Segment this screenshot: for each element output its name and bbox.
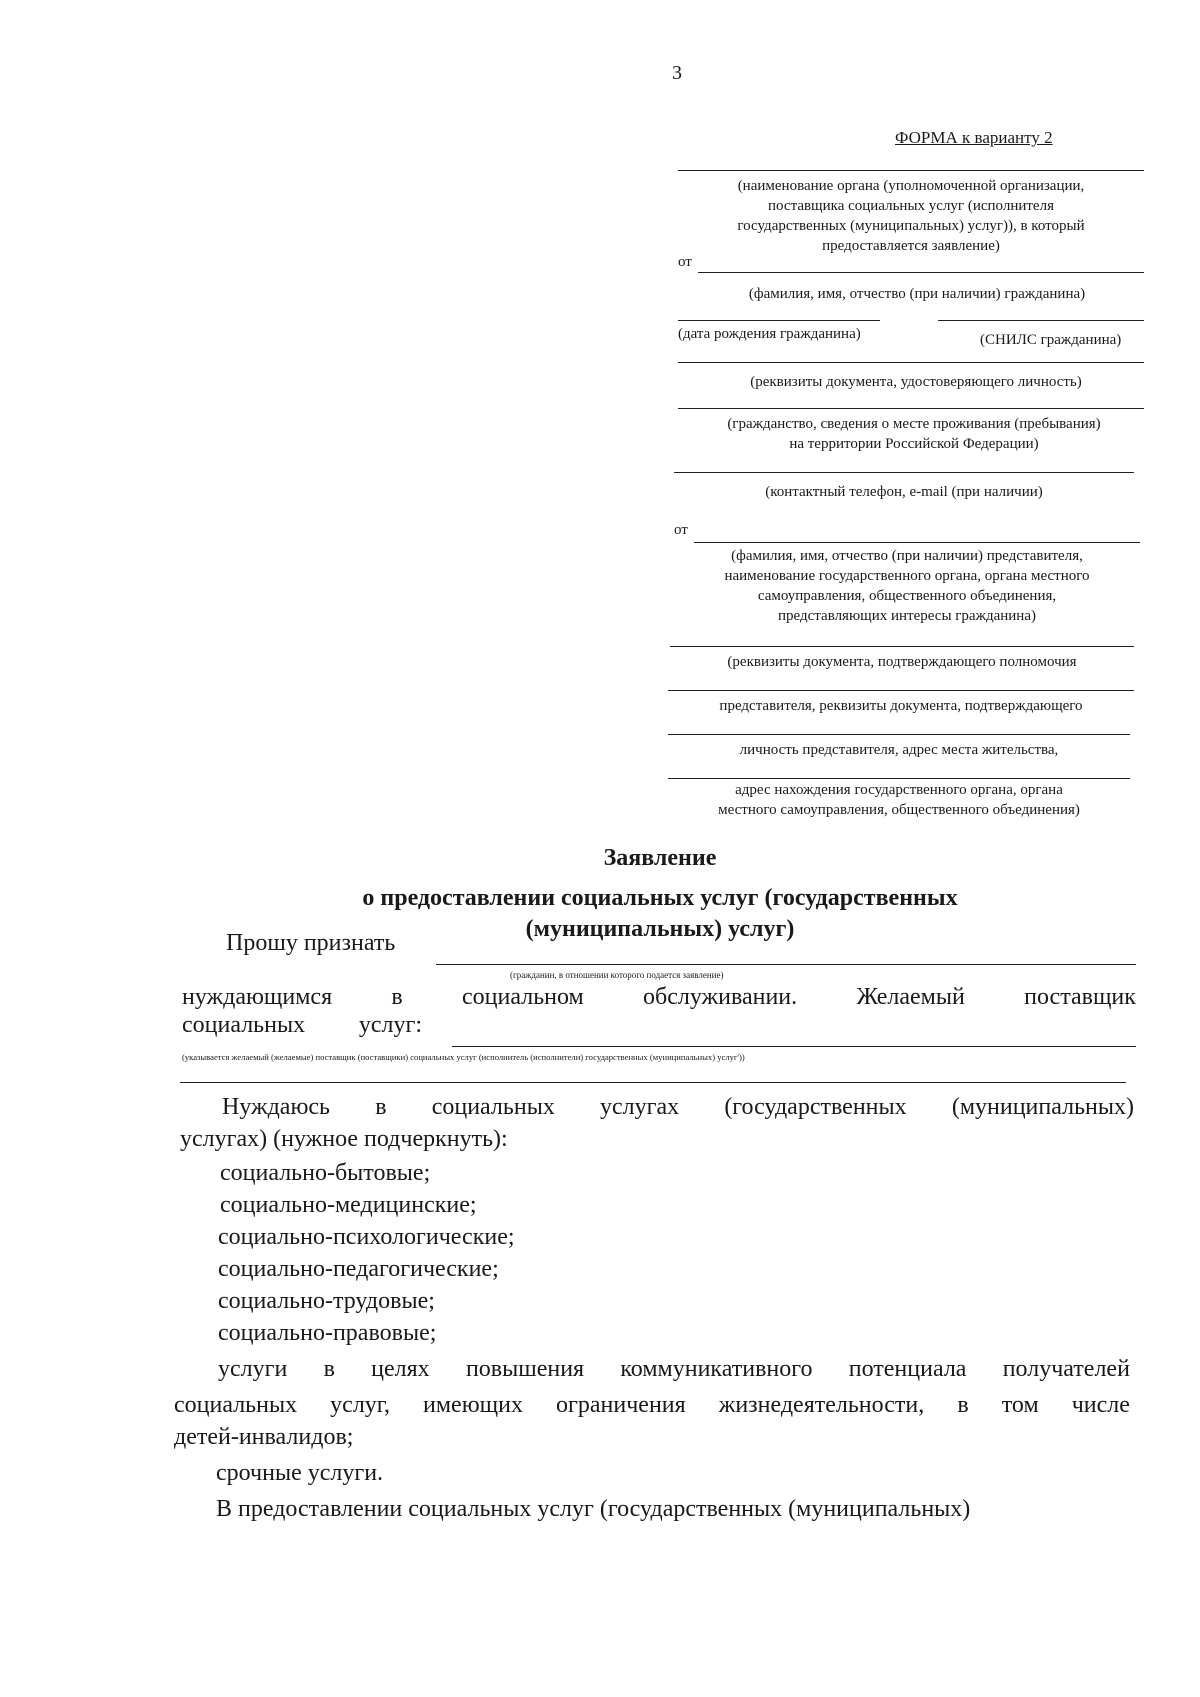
provider-field-2[interactable]	[180, 1082, 1126, 1083]
representative-field[interactable]	[694, 542, 1140, 543]
authority-field-3[interactable]	[668, 734, 1130, 735]
citizenship-caption: (гражданство, сведения о месте проживания (пребывания) на территории Российской Федерации)	[727, 416, 1101, 452]
communicative-services-line-2[interactable]: социальных услуг, имеющих ограничения жизнедеятельности, в том числе	[174, 1392, 1130, 1418]
from-label-representative: от	[674, 522, 688, 538]
authority-caption-1: (реквизиты документа, подтверждающего полномочия	[727, 654, 1077, 670]
provider-label: социальных услуг:	[182, 1012, 422, 1038]
communicative-services-line-3[interactable]: детей-инвалидов;	[174, 1424, 354, 1450]
document-title: Заявление	[603, 845, 717, 871]
request-label: Прошу признать	[226, 930, 396, 956]
authority-caption-2: представителя, реквизиты документа, подтверждающего	[719, 698, 1083, 714]
organ-caption: (наименование органа (уполномоченной организации, поставщика социальных услуг (исполнителя государственных (муниципальных) услуг)), в который предоставляется заявление)	[737, 178, 1085, 254]
authority-caption-4: адрес нахождения государственного органа, органа местного самоуправления, общественного объединения)	[718, 782, 1080, 818]
contact-field[interactable]	[674, 472, 1134, 473]
authority-caption-3: личность представителя, адрес места жительства,	[739, 742, 1059, 758]
birth-date-field[interactable]	[678, 320, 880, 321]
need-line-2: услугах) (нужное подчеркнуть):	[180, 1126, 508, 1152]
service-item[interactable]: социально-психологические;	[218, 1224, 515, 1250]
snils-field[interactable]	[938, 320, 1144, 321]
authority-field-4[interactable]	[668, 778, 1130, 779]
provider-field[interactable]	[452, 1046, 1136, 1047]
final-paragraph-line: В предоставлении социальных услуг (государственных (муниципальных)	[216, 1496, 971, 1522]
organ-name-field[interactable]	[678, 170, 1144, 171]
identity-doc-field[interactable]	[678, 362, 1144, 363]
page-number: 3	[672, 62, 682, 84]
form-label: ФОРМА к варианту 2	[895, 128, 1053, 147]
service-item[interactable]: социально-педагогические;	[218, 1256, 499, 1282]
applicant-field[interactable]	[436, 964, 1136, 965]
from-label: от	[678, 254, 692, 270]
service-item[interactable]: социально-бытовые;	[220, 1160, 431, 1186]
contact-caption: (контактный телефон, e-mail (при наличии)	[765, 484, 1043, 500]
authority-field-1[interactable]	[670, 646, 1134, 647]
urgent-services[interactable]: срочные услуги.	[216, 1460, 384, 1486]
applicant-caption: (гражданин, в отношении которого подается заявление)	[510, 970, 724, 980]
authority-field-2[interactable]	[668, 690, 1134, 691]
service-item[interactable]: социально-медицинские;	[220, 1192, 477, 1218]
need-line-1: Нуждаюсь в социальных услугах (государственных (муниципальных)	[222, 1094, 1134, 1120]
provider-caption: (указывается желаемый (желаемые) поставщик (поставщики) социальных услуг (исполнитель (исполнители) государственных (муниципальных) услуг'))	[182, 1052, 745, 1062]
document-subtitle-line-1: о предоставлении социальных услуг (государственных	[362, 885, 958, 911]
service-item[interactable]: социально-правовые;	[218, 1320, 437, 1346]
service-item[interactable]: социально-трудовые;	[218, 1288, 435, 1314]
identity-doc-caption: (реквизиты документа, удостоверяющего личность)	[750, 374, 1082, 390]
document-subtitle-line-2: (муниципальных) услуг)	[525, 916, 795, 942]
birth-date-caption: (дата рождения гражданина)	[678, 326, 861, 342]
snils-caption: (СНИЛС гражданина)	[980, 332, 1122, 348]
representative-caption: (фамилия, имя, отчество (при наличии) представителя, наименование государственного органа, органа местного самоуправления, общественного объединения, представляющих интересы гражданина)	[724, 548, 1090, 624]
citizen-name-field[interactable]	[698, 272, 1144, 273]
needy-line: нуждающимся в социальном обслуживании. Желаемый поставщик	[182, 984, 1136, 1010]
citizen-name-caption: (фамилия, имя, отчество (при наличии) гражданина)	[748, 286, 1086, 302]
communicative-services-line-1[interactable]: услуги в целях повышения коммуникативного потенциала получателей	[218, 1356, 1130, 1382]
citizenship-field[interactable]	[678, 408, 1144, 409]
